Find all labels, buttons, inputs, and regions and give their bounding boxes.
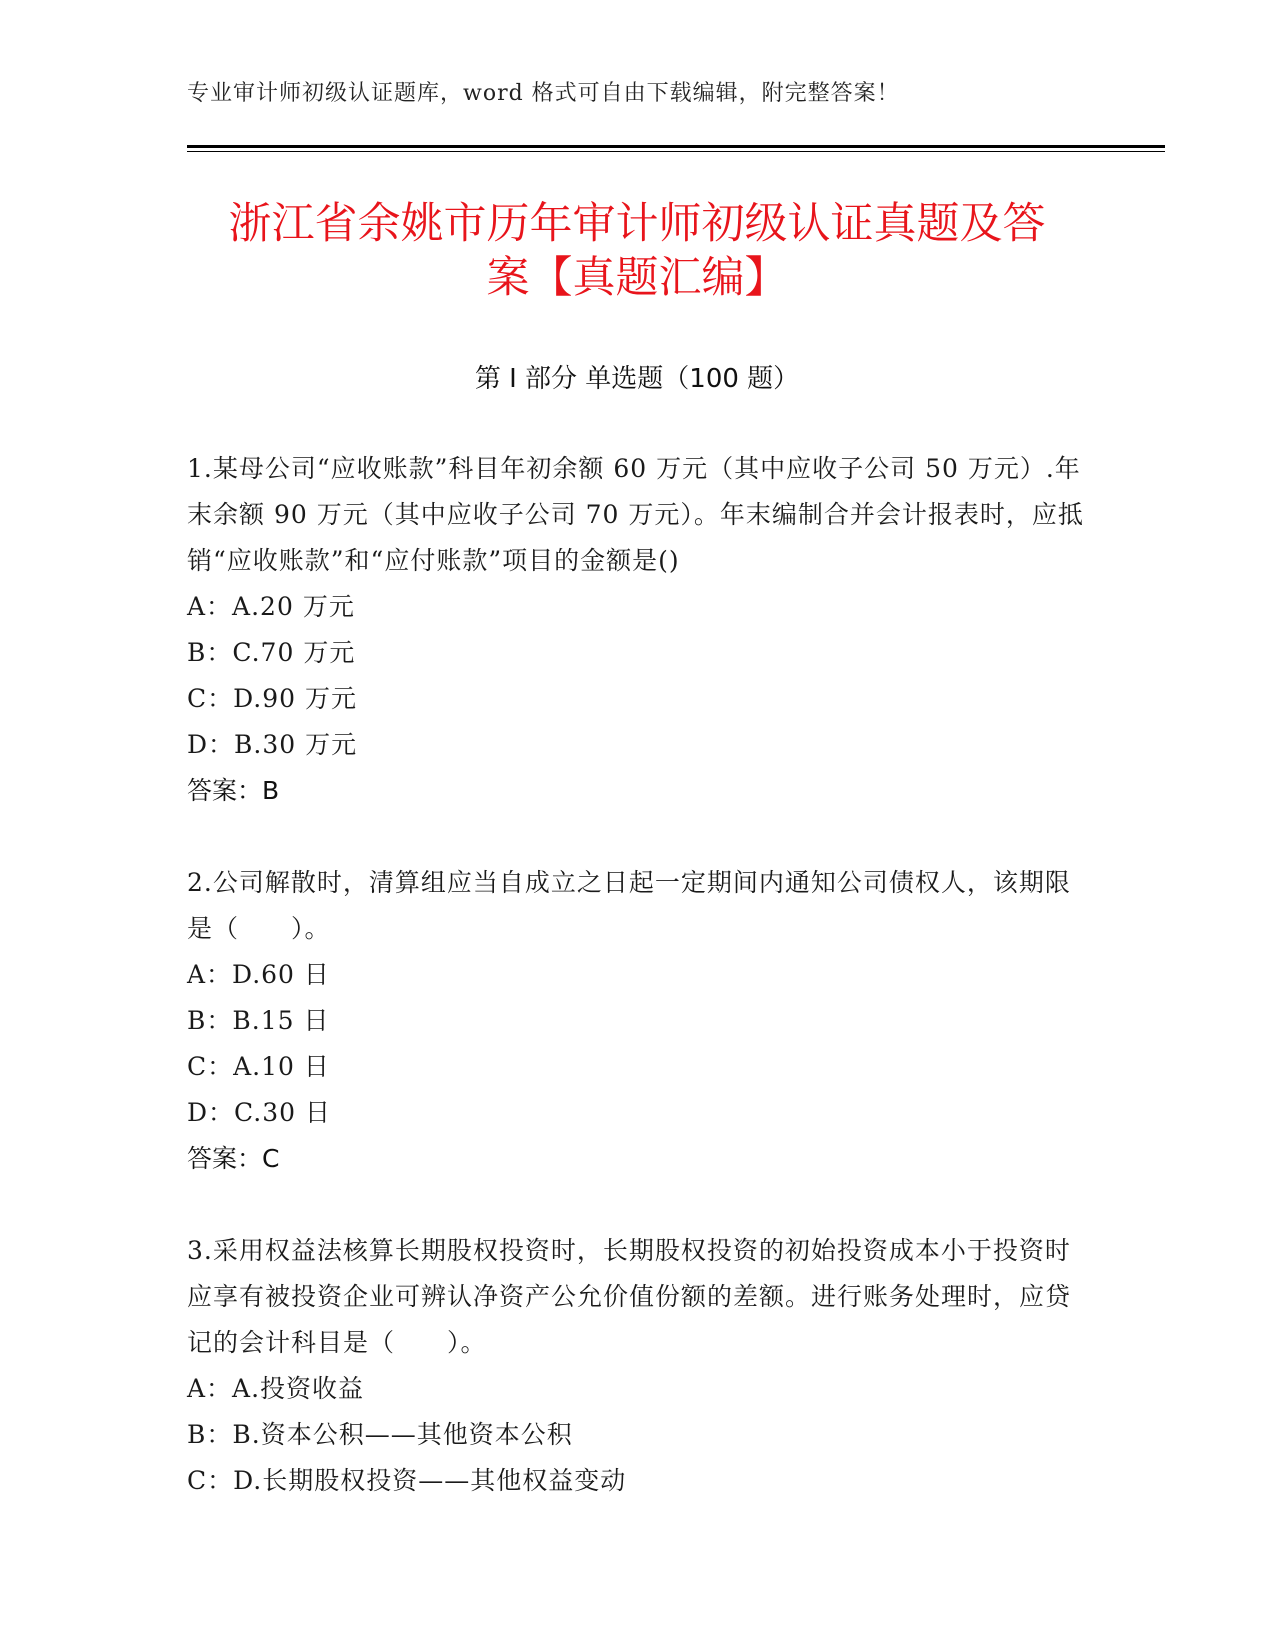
question-list — [187, 446, 1087, 1550]
question-1 — [187, 446, 1087, 814]
question-option-b: B：C.70 万元 — [187, 638, 356, 667]
question-option-c: C：D.长期股权投资——其他权益变动 — [187, 1466, 627, 1495]
question-2 — [187, 860, 1087, 1182]
header-note: 专业审计师初级认证题库，word 格式可自由下载编辑，附完整答案！ — [187, 81, 900, 106]
question-option-a: A：A.投资收益 — [187, 1374, 365, 1403]
document-title — [187, 197, 1087, 305]
question-option-b: B：B.15 日 — [187, 1006, 330, 1035]
document-title-line-2: 案【真题汇编】 — [486, 253, 788, 303]
question-option-a: A：D.60 日 — [187, 960, 330, 989]
question-3 — [187, 1228, 1087, 1504]
question-answer: 答案：B — [187, 776, 280, 805]
question-option-c: C：D.90 万元 — [187, 684, 357, 713]
header-divider-thick — [187, 145, 1165, 148]
question-stem: 1.某母公司“应收账款”科目年初余额 60 万元（其中应收子公司 50 万元）.年末余额 90 万元（其中应收子公司 70 万元）。年末编制合并会计报表时，应抵销“应收账款”和“应付账款”项目的金额是() — [187, 454, 1084, 575]
question-option-b: B：B.资本公积——其他资本公积 — [187, 1420, 573, 1449]
header-divider-thin — [187, 151, 1165, 152]
question-answer: 答案：C — [187, 1144, 280, 1173]
question-option-d: D：C.30 日 — [187, 1098, 331, 1127]
question-option-d: D：B.30 万元 — [187, 730, 358, 759]
question-stem: 3.采用权益法核算长期股权投资时，长期股权投资的初始投资成本小于投资时应享有被投资企业可辨认净资产公允价值份额的差额。进行账务处理时，应贷记的会计科目是（ ）。 — [187, 1236, 1072, 1357]
section-title: 第 I 部分 单选题（100 题） — [474, 364, 800, 394]
question-option-a: A：A.20 万元 — [187, 592, 355, 621]
question-stem: 2.公司解散时，清算组应当自成立之日起一定期间内通知公司债权人，该期限是（ ）。 — [187, 868, 1071, 943]
question-option-c: C：A.10 日 — [187, 1052, 330, 1081]
document-title-line-1: 浙江省余姚市历年审计师初级认证真题及答 — [228, 199, 1046, 249]
